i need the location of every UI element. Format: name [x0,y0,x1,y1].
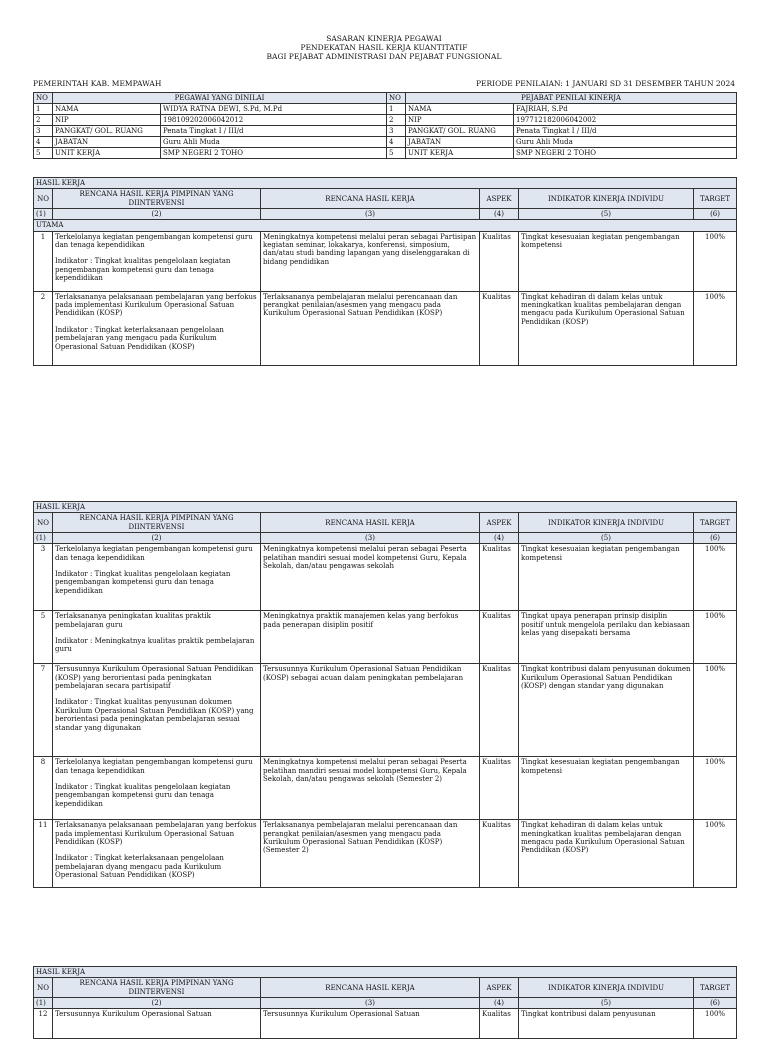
work-plan-cell: Meningkatnya kompetensi melalui peran sebagai Peserta pelatihan mandiri sesuai model kompetensi Guru, Kepala Sekolah, dan/atau pengawas sekolah [261,544,480,611]
col-num: (3) [261,533,480,544]
col-num: (5) [519,209,694,220]
column-number-row [34,998,737,1009]
col-num: (4) [480,209,519,220]
identity-row [34,137,737,148]
table-row [34,231,737,291]
work-plan-cell: Terlaksananya pembelajaran melalui perencanaan dan perangkat penilaian/asesmen yang mengacu pada Kurikulum Operasional Satuan Pendidikan (KOSP) (Semester 2) [261,820,480,888]
work-results-table-2 [33,501,737,888]
appraised-value: 198109202006042012 [161,115,387,126]
leader-indicator-text: Indikator : Tingkat kualitas pengelolaan kegiatan pengembangan kompetensi guru dan tenaga kependidikan [55,570,231,595]
work-plan-cell: Meningkatnya praktik manajemen kelas yang berfokus pada penerapan disiplin positif [261,611,480,664]
row-number: 5 [387,148,406,159]
leader-indicator-text: Indikator : Tingkat keterlaksanaan pengelolaan pembelajaran dyang mengacu pada Kurikulum Operasional Satuan Pendidikan (KOSP) [55,854,224,880]
aspect-cell: Kualitas [480,1009,519,1039]
field-label: NIP [406,115,514,126]
col-aspek: ASPEK [480,189,519,209]
col-aspek: ASPEK [480,513,519,533]
leader-indicator-text: Indikator : Meningkatnya kualitas praktik pembelajaran guru [55,637,255,654]
appraised-value: Guru Ahli Muda [161,137,387,148]
field-label: PANGKAT/ GOL. RUANG [53,126,161,137]
appraiser-value: FAJRIAH, S.Pd [514,104,737,115]
column-number-row [34,209,737,220]
field-label: NAMA [406,104,514,115]
target-cell: 100% [694,544,737,611]
table-row [34,820,737,888]
col-no: NO [34,978,53,998]
doc-subtitle: PENDEKATAN HASIL KERJA KUANTITATIF [300,43,468,52]
table-row [34,757,737,820]
row-number: 8 [34,757,53,820]
appraised-value: WIDYA RATNA DEWI, S.Pd, M.Pd [161,104,387,115]
col-num: (2) [53,998,261,1009]
leader-plan-text: Terkelolanya kegiatan pengembangan kompetensi guru dan tenaga kependidikan [55,545,253,562]
col-num: (4) [480,533,519,544]
work-plan-cell: Meningkatnya kompetensi melalui peran sebagai Partisipan kegiatan seminar, lokakarya, konferensi, simposium, dan/atau studi banding lapangan yang diselenggarakan di bidang pendidikan [261,231,480,291]
work-results-table-3 [33,966,737,1039]
agency-name: PEMERINTAH KAB. MEMPAWAH [33,79,162,88]
row-number: 2 [387,115,406,126]
row-number: 12 [34,1009,53,1039]
field-label: PANGKAT/ GOL. RUANG [406,126,514,137]
indicator-cell: Tingkat kesesuaian kegiatan pengembangan kompetensi [519,757,694,820]
target-cell: 100% [694,1009,737,1039]
col-num: (1) [34,209,53,220]
col-rencana: RENCANA HASIL KERJA [261,189,480,209]
section-label: HASIL KERJA [34,178,737,189]
target-cell: 100% [694,820,737,888]
doc-title: SASARAN KINERJA PEGAWAI [326,34,442,43]
field-label: JABATAN [406,137,514,148]
field-label: JABATAN [53,137,161,148]
row-number: 5 [34,611,53,664]
column-number-row [34,533,737,544]
table-row [34,664,737,757]
indicator-cell: Tingkat kehadiran di dalam kelas untuk meningkatkan kualitas pembelajaran dengan mengacu pada Kurikulum Operasional Satuan Pendidikan (KOSP) [519,291,694,365]
work-plan-cell: Tersusunnya Kurikulum Operasional Satuan Pendidikan (KOSP) sebagai acuan dalam peningkatan pembelajaran [261,664,480,757]
col-no: NO [34,189,53,209]
appraised-value: SMP NEGERI 2 TOHO [161,148,387,159]
identity-table [33,92,737,159]
col-pimpinan: RENCANA HASIL KERJA PIMPINAN YANG DIINTERVENSI [53,978,261,998]
doc-subtitle-2: BAGI PEJABAT ADMINISTRASI DAN PEJABAT FUNGSIONAL [266,52,502,61]
work-plan-cell: Meningkatnya kompetensi melalui peran sebagai Peserta pelatihan mandiri sesuai model kompetensi Guru, Kepala Sekolah, dan/atau pengawas sekolah (Semester 2) [261,757,480,820]
assessment-period: PERIODE PENILAIAN: 1 JANUARI SD 31 DESEMBER TAHUN 2024 [476,79,735,88]
aspect-cell: Kualitas [480,231,519,291]
table-row [34,291,737,365]
field-label: UNIT KERJA [53,148,161,159]
aspect-cell: Kualitas [480,611,519,664]
col-num: (2) [53,533,261,544]
leader-plan-cell [53,544,261,611]
row-number: 1 [34,231,53,291]
col-no: NO [34,513,53,533]
column-header-row [34,513,737,533]
no-header: NO [387,93,406,104]
field-label: UNIT KERJA [406,148,514,159]
col-num: (5) [519,533,694,544]
identity-header-row [34,93,737,104]
leader-plan-text: Terkelolanya kegiatan pengembangan kompetensi guru dan tenaga kependidikan [55,758,253,775]
col-pimpinan: RENCANA HASIL KERJA PIMPINAN YANG DIINTERVENSI [53,513,261,533]
leader-plan-text: Tersusunnya Kurikulum Operasional Satuan [55,1010,212,1019]
indicator-cell: Tingkat kesesuaian kegiatan pengembangan kompetensi [519,544,694,611]
aspect-cell: Kualitas [480,291,519,365]
no-header: NO [34,93,53,104]
leader-plan-cell [53,664,261,757]
col-target: TARGET [694,513,737,533]
leader-plan-cell [53,291,261,365]
aspect-cell: Kualitas [480,664,519,757]
row-number: 11 [34,820,53,888]
leader-indicator-text: Indikator : Tingkat kualitas pengelolaan kegiatan pengembangan kompetensi guru dan tenaga kependidikan [55,257,231,283]
row-number: 1 [387,104,406,115]
target-cell: 100% [694,231,737,291]
row-number: 5 [34,148,53,159]
indicator-cell: Tingkat upaya penerapan prinsip disiplin positif untuk mengelola perilaku dan kebiasaan kelas yang disepakati bersama [519,611,694,664]
leader-plan-cell [53,231,261,291]
col-num: (6) [694,998,737,1009]
leader-indicator-text: Indikator : Tingkat kualitas penyusunan dokumen Kurikulum Operasional Satuan Pendidikan (KOSP) yang berorientasi pada peningkatan pembelajaran sesuai standar yang digunakan [55,698,254,732]
appraised-value: Penata Tingkat I / III/d [161,126,387,137]
row-number: 7 [34,664,53,757]
col-rencana: RENCANA HASIL KERJA [261,513,480,533]
column-header-row [34,978,737,998]
leader-plan-text: Terlaksananya pelaksanaan pembelajaran yang berfokus pada implementasi Kurikulum Operasional Satuan Pendidikan (KOSP) [55,821,257,847]
col-num: (5) [519,998,694,1009]
indicator-cell: Tingkat kehadiran di dalam kelas untuk meningkatkan kualitas pembelajaran dengan mengacu pada Kurikulum Operasional Satuan Pendidikan (KOSP) [519,820,694,888]
col-target: TARGET [694,189,737,209]
appraiser-value: Penata Tingkat I / III/d [514,126,737,137]
identity-row [34,148,737,159]
row-number: 3 [387,126,406,137]
appraised-header: PEGAWAI YANG DINILAI [53,93,387,104]
col-num: (2) [53,209,261,220]
leader-plan-text: Terlaksananya pelaksanaan pembelajaran yang berfokus pada implementasi Kurikulum Operasional Satuan Pendidikan (KOSP) [55,292,257,318]
col-num: (1) [34,998,53,1009]
row-number: 1 [34,104,53,115]
col-aspek: ASPEK [480,978,519,998]
leader-plan-cell [53,611,261,664]
leader-indicator-text: Indikator : Tingkat kualitas pengelolaan kegiatan pengembangan kompetensi guru dan tenaga kependidikan [55,783,231,808]
aspect-cell: Kualitas [480,544,519,611]
identity-row [34,115,737,126]
page-header [0,34,768,61]
col-num: (4) [480,998,519,1009]
leader-plan-text: Tersusunnya Kurikulum Operasional Satuan Pendidikan (KOSP) yang berorientasi pada peningkatan pembelajaran secara partisipatif [55,665,254,691]
col-indikator: INDIKATOR KINERJA INDIVIDU [519,978,694,998]
target-cell: 100% [694,611,737,664]
work-plan-cell: Terlaksananya pembelajaran melalui perencanaan dan perangkat penilaian/asesmen yang mengacu pada Kurikulum Operasional Satuan Pendidikan (KOSP) [261,291,480,365]
row-number: 4 [387,137,406,148]
leader-plan-text: Terlaksananya peningkatan kualitas praktik pembelajaran guru [55,612,211,629]
col-num: (3) [261,209,480,220]
section-label: HASIL KERJA [34,967,737,978]
appraiser-value: 197712182006042002 [514,115,737,126]
col-pimpinan: RENCANA HASIL KERJA PIMPINAN YANG DIINTERVENSI [53,189,261,209]
col-num: (3) [261,998,480,1009]
row-number: 2 [34,115,53,126]
col-target: TARGET [694,978,737,998]
field-label: NAMA [53,104,161,115]
col-rencana: RENCANA HASIL KERJA [261,978,480,998]
target-cell: 100% [694,664,737,757]
target-cell: 100% [694,757,737,820]
leader-plan-cell [53,757,261,820]
col-indikator: INDIKATOR KINERJA INDIVIDU [519,513,694,533]
subsection-label: UTAMA [34,220,737,231]
row-number: 3 [34,126,53,137]
leader-plan-text: Terkelolanya kegiatan pengembangan kompetensi guru dan tenaga kependidikan [55,232,253,250]
indicator-cell: Tingkat kontribusi dalam penyusunan [519,1009,694,1039]
row-number: 4 [34,137,53,148]
leader-plan-cell [53,820,261,888]
work-plan-cell: Tersusunnya Kurikulum Operasional Satuan [261,1009,480,1039]
identity-row [34,126,737,137]
column-header-row [34,189,737,209]
appraiser-value: SMP NEGERI 2 TOHO [514,148,737,159]
aspect-cell: Kualitas [480,820,519,888]
col-num: (6) [694,533,737,544]
appraiser-header: PEJABAT PENILAI KINERJA [406,93,737,104]
col-indikator: INDIKATOR KINERJA INDIVIDU [519,189,694,209]
indicator-cell: Tingkat kesesuaian kegiatan pengembangan kompetensi [519,231,694,291]
work-results-table-1 [33,177,737,366]
table-row [34,611,737,664]
row-number: 2 [34,291,53,365]
row-number: 3 [34,544,53,611]
identity-row [34,104,737,115]
col-num: (6) [694,209,737,220]
aspect-cell: Kualitas [480,757,519,820]
col-num: (1) [34,533,53,544]
leader-indicator-text: Indikator : Tingkat keterlaksanaan pengelolaan pembelajaran yang mengacu pada Kurikulum Operasional Satuan Pendidikan (KOSP) [55,325,224,351]
appraiser-value: Guru Ahli Muda [514,137,737,148]
table-row [34,544,737,611]
section-label: HASIL KERJA [34,502,737,513]
indicator-cell: Tingkat kontribusi dalam penyusunan dokumen Kurikulum Operasional Satuan Pendidikan (KOSP) dengan standar yang digunakan [519,664,694,757]
field-label: NIP [53,115,161,126]
target-cell: 100% [694,291,737,365]
